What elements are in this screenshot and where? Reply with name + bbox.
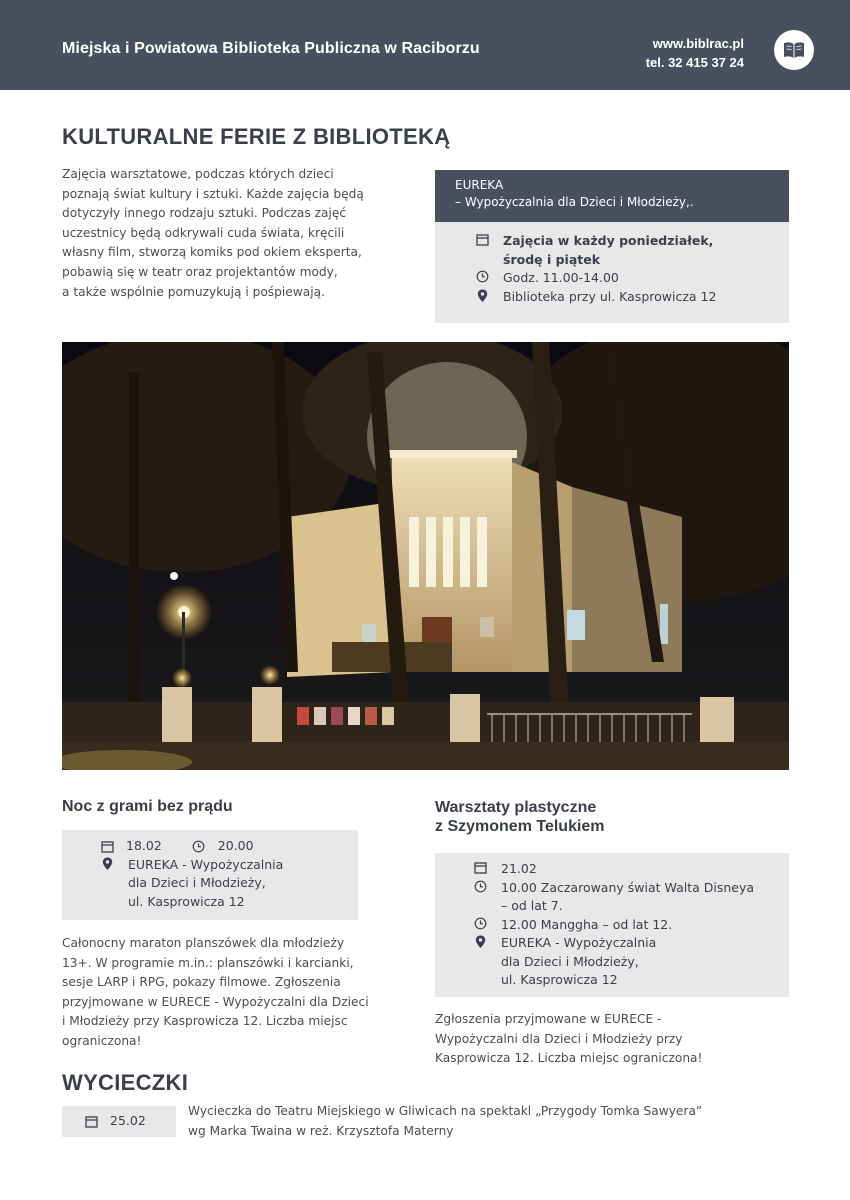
event-workshops-title: Warsztaty plastyczne z Szymonem Telukiem (435, 799, 605, 835)
intro-line: dotyczyły innego rodzaju sztuki. Podczas zajęć (62, 206, 347, 221)
location-pin-icon (100, 857, 114, 873)
event-games-date: 18.02 (126, 838, 162, 853)
eureka-subtitle: – Wypożyczalnia dla Dzieci i Młodzieży,. (455, 195, 694, 209)
trip-date-box (62, 1106, 176, 1137)
calendar-icon (84, 1114, 98, 1130)
event-workshops-description: Zgłoszenia przyjmowane w EURECE - Wypożyczalni dla Dzieci i Młodzieży przy Kasprowicza 12. Liczba miejsc ograniczona! (435, 1012, 703, 1066)
event-workshops-session-2: 12.00 Manggha – od lat 12. (473, 916, 789, 935)
event-games-box (62, 830, 358, 920)
event-games-title: Noc z grami bez prądu (62, 798, 233, 815)
intro-line: Zajęcia warsztatowe, podczas których dzieci (62, 167, 334, 181)
calendar-icon (475, 233, 489, 249)
location-pin-icon (475, 289, 489, 305)
page-title: KULTURALNE FERIE Z BIBLIOTEKĄ (62, 124, 451, 149)
event-games-datetime (100, 837, 358, 856)
phone-number: tel. 32 415 37 24 (645, 55, 744, 70)
trip-date: 25.02 (84, 1112, 146, 1131)
intro-line: własny film, stworzą komiks pod okiem eksperta, (62, 245, 362, 260)
intro-paragraph (62, 165, 417, 302)
intro-line: uczestnicy będą odkrywali cuda świata, kręcili (62, 225, 345, 240)
eureka-header-box (435, 170, 789, 222)
schedule-box (435, 222, 789, 323)
website-link[interactable]: www.biblrac.pl (652, 36, 744, 51)
clock-icon (192, 838, 206, 854)
intro-line: pobawią się w teatr oraz projektantów mody, (62, 264, 338, 279)
event-games-description: Całonocny maraton planszówek dla młodzieży 13+. W programie m.in.: planszówki i karcianki, sesje LARP i RPG, pokazy filmowe. Zgłoszenia przyjmowane w EURECE - Wypożyczalni dla Dzieci i Młodzieży przy Kasprowicza 12. Liczba miejsc ograniczona! (62, 936, 369, 1048)
organization-name: Miejska i Powiatowa Biblioteka Publiczna w Raciborzu (62, 40, 480, 57)
event-workshops-box (435, 853, 789, 997)
intro-line: poznają świat kultury i sztuki. Każde zajęcia będą (62, 186, 364, 201)
trips-title: WYCIECZKI (62, 1070, 189, 1095)
contact-info (646, 34, 744, 72)
library-book-icon (774, 30, 814, 70)
schedule-place: Biblioteka przy ul. Kasprowicza 12 (475, 288, 789, 307)
clock-icon (473, 880, 487, 896)
eureka-name: EUREKA (455, 178, 504, 192)
library-building-photo (62, 342, 789, 770)
schedule-days: Zajęcia w każdy poniedziałek, środę i piątek (475, 232, 789, 269)
intro-line: a także wspólnie pomuzykują i pośpiewają. (62, 284, 325, 299)
calendar-icon (473, 861, 487, 877)
event-games-time: 20.00 (217, 838, 254, 853)
clock-icon (473, 917, 487, 933)
event-workshops-date: 21.02 (473, 860, 789, 879)
event-workshops-place: EUREKA - Wypożyczalnia dla Dzieci i Młodzieży, ul. Kasprowicza 12 (473, 934, 789, 990)
event-games-place: EUREKA - Wypożyczalnia dla Dzieci i Młodzieży, ul. Kasprowicza 12 (100, 856, 358, 912)
page-header (0, 0, 850, 90)
trip-description: Wycieczka do Teatru Miejskiego w Gliwicach na spektakl „Przygody Tomka Sawyera” wg Marka Twaina w reż. Krzysztofa Materny (188, 1104, 703, 1138)
location-pin-icon (473, 935, 487, 951)
clock-icon (475, 270, 489, 286)
schedule-hours: Godz. 11.00-14.00 (475, 269, 789, 288)
calendar-icon (100, 838, 114, 854)
event-workshops-session-1: 10.00 Zaczarowany świat Walta Disneya – od lat 7. (473, 879, 789, 916)
